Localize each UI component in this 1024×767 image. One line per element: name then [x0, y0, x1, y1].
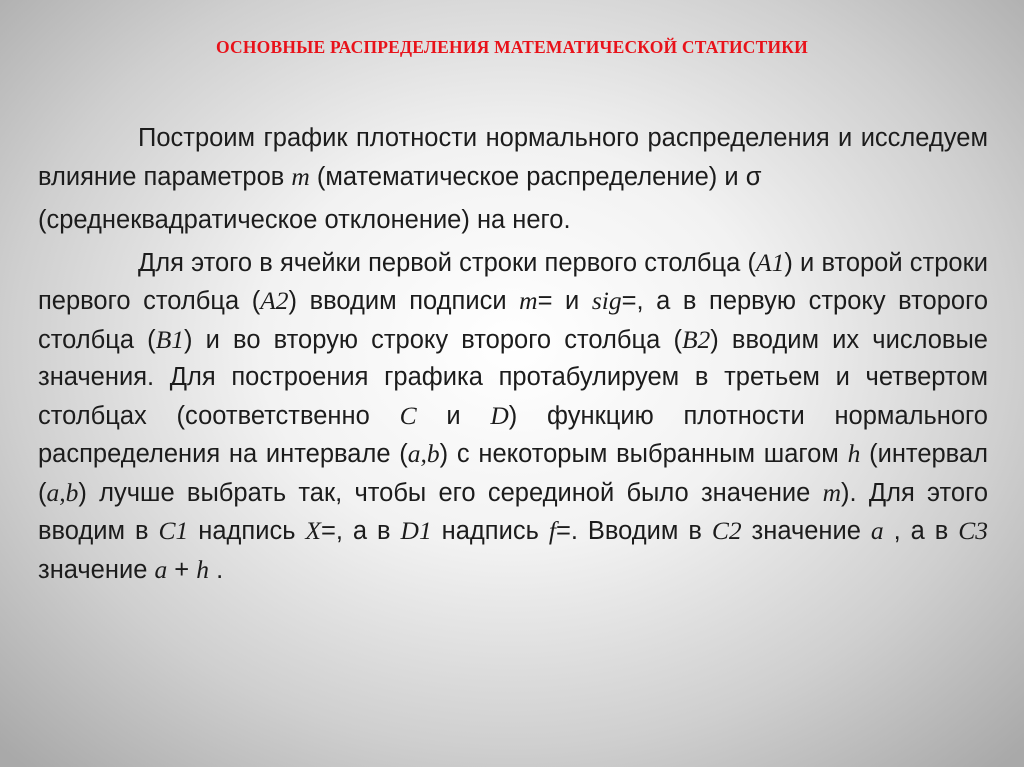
var-sig-label: sig: [591, 286, 622, 315]
text-run: ) и во вторую строку второго столбца (: [184, 325, 682, 354]
text-run: =, а в первую строку второго столбца (: [38, 287, 989, 354]
var-a: a: [870, 516, 884, 545]
text-run: +: [167, 555, 197, 584]
text-run: Для этого в ячейки первой строки первого столбца (: [138, 248, 756, 277]
cell-ref-a2: А2: [260, 286, 289, 315]
text-run: ) вводим подписи: [288, 287, 520, 315]
text-run: =. Вводим в: [555, 517, 712, 545]
interval-ab: a,b: [46, 477, 79, 507]
var-h: h: [196, 554, 210, 584]
cell-ref-d1: D1: [400, 516, 432, 545]
var-m-label: m: [519, 286, 538, 315]
var-m: m: [291, 161, 310, 191]
var-h: h: [847, 439, 861, 468]
text-run: Построим график плотности нормального распределения и исследуем влияние параметров: [38, 124, 988, 191]
slide-body: [38, 120, 988, 589]
cell-ref-a1: А1: [756, 247, 785, 277]
cell-ref-b2: В2: [681, 324, 711, 354]
text-run: ) функцию плотности нормального распределения на интервале (: [38, 401, 988, 468]
text-run: надпись: [188, 517, 306, 545]
text-run: (среднеквадратическое отклонение) на него.: [38, 206, 571, 234]
cell-ref-c3: С3: [958, 516, 988, 545]
text-run: значение: [38, 555, 155, 584]
text-run: , а в: [883, 517, 959, 545]
text-run: = и: [537, 287, 592, 315]
var-m: m: [822, 477, 842, 507]
text-run: .: [209, 555, 224, 584]
cell-ref-c1: С1: [158, 516, 189, 545]
text-run: (интервал (: [38, 440, 989, 507]
cell-ref-b1: В1: [155, 324, 185, 354]
interval-ab: a,b: [407, 439, 440, 468]
var-a: a: [154, 554, 168, 584]
text-run: и: [416, 401, 491, 430]
text-run: надпись: [431, 517, 549, 545]
paragraph-1: [38, 120, 988, 240]
text-run: =, а в: [321, 517, 401, 545]
text-run: ) с некоторым выбранным шагом: [439, 440, 848, 468]
column-ref-c: С: [399, 400, 417, 430]
text-run: (математическое распределение) и: [309, 162, 746, 191]
column-ref-d: D: [490, 400, 509, 430]
slide-title: ОСНОВНЫЕ РАСПРЕДЕЛЕНИЯ МАТЕМАТИЧЕСКОЙ СТАТИСТИКИ: [216, 37, 808, 57]
paragraph-2: [38, 244, 988, 590]
text-run: ) вводим их числовые значения. Для построения графика протабулируем в третьем и четвертом столбцах (соответственно: [38, 325, 988, 430]
var-x: X: [305, 516, 321, 545]
text-run: ) лучше выбрать так, чтобы его серединой было значение: [78, 478, 823, 507]
var-f: f: [548, 516, 556, 545]
text-run: ). Для этого вводим в: [38, 478, 989, 545]
cell-ref-c2: С2: [711, 516, 742, 545]
text-run: ) и второй строки первого столбца (: [38, 248, 988, 315]
var-sigma: σ: [745, 162, 762, 191]
text-run: значение: [741, 517, 871, 545]
